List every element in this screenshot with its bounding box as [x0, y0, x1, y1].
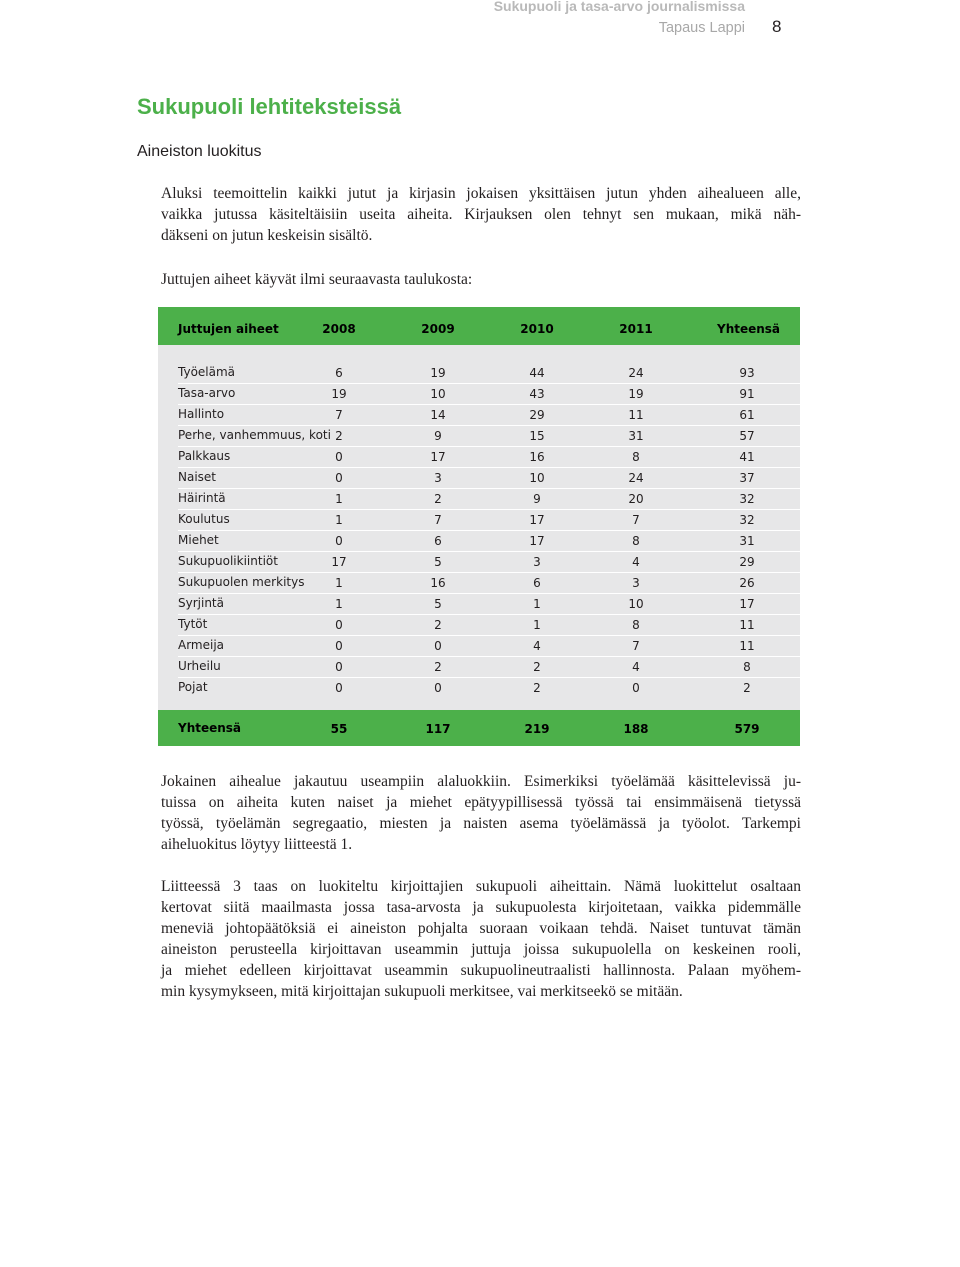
- body-paragraph-1: [161, 771, 801, 855]
- footer-cell: Yhteensä: [178, 721, 242, 735]
- row-value: 3: [632, 576, 640, 590]
- row-value: 7: [335, 408, 343, 422]
- row-separator: [178, 572, 800, 573]
- row-value: 6: [434, 534, 442, 548]
- row-value: 91: [739, 387, 755, 401]
- row-value: 6: [533, 576, 541, 590]
- footer-cell: 219: [524, 722, 550, 736]
- row-value: 0: [335, 534, 343, 548]
- row-value: 2: [335, 429, 343, 443]
- intro-line: Aluksi teemoittelin kaikki jutut ja kirjasin jokaisen yksittäisen jutun yhden aihealueen alle,: [161, 185, 801, 202]
- body-line: aiheluokitus löytyy liitteestä 1.: [161, 836, 353, 853]
- row-value: 29: [739, 555, 755, 569]
- row-value: 32: [739, 492, 755, 506]
- row-value: 4: [533, 639, 541, 653]
- row-value: 11: [739, 639, 755, 653]
- row-label: Pojat: [178, 680, 208, 694]
- row-separator: [178, 656, 800, 657]
- row-value: 2: [434, 492, 442, 506]
- section-subtitle: Aineiston luokitus: [137, 143, 262, 160]
- row-value: 24: [628, 366, 644, 380]
- row-separator: [178, 677, 800, 678]
- row-value: 9: [434, 429, 442, 443]
- row-value: 16: [529, 450, 545, 464]
- row-separator: [178, 614, 800, 615]
- row-value: 8: [743, 660, 751, 674]
- body-line: aineiston perusteella kirjoittavan useammin juttuja joissa sukupuolella on keskeinen rooli,: [161, 941, 801, 958]
- body-line: tuissa on aiheita kuten naiset ja miehet epätyypillisessä työssä tai ensimmäisenä tietyssä: [161, 794, 801, 811]
- intro-paragraph: [161, 183, 801, 246]
- footer-cell: 188: [623, 722, 649, 736]
- row-value: 7: [434, 513, 442, 527]
- row-value: 10: [628, 597, 644, 611]
- row-value: 16: [430, 576, 446, 590]
- row-value: 1: [335, 576, 343, 590]
- row-value: 19: [331, 387, 347, 401]
- row-value: 26: [739, 576, 755, 590]
- row-value: 20: [628, 492, 644, 506]
- row-value: 2: [533, 660, 541, 674]
- row-separator: [178, 551, 800, 552]
- header-cell: Juttujen aiheet: [178, 322, 279, 336]
- row-value: 57: [739, 429, 755, 443]
- row-separator: [178, 530, 800, 531]
- row-separator: [178, 467, 800, 468]
- row-value: 1: [533, 597, 541, 611]
- row-separator: [178, 593, 800, 594]
- row-value: 8: [632, 618, 640, 632]
- row-value: 17: [529, 513, 545, 527]
- row-value: 24: [628, 471, 644, 485]
- row-value: 6: [335, 366, 343, 380]
- running-head: [494, 0, 745, 37]
- running-title: Sukupuoli ja tasa-arvo journalismissa: [493, 0, 745, 14]
- row-label: Hallinto: [178, 407, 225, 421]
- row-value: 2: [434, 618, 442, 632]
- row-value: 1: [335, 492, 343, 506]
- row-separator: [178, 446, 800, 447]
- body-line: Liitteessä 3 taas on luokiteltu kirjoittajien sukupuoli aiheittain. Nämä luokittelut osaltaan: [161, 878, 801, 895]
- footer-cell: 55: [330, 722, 348, 736]
- row-value: 29: [529, 408, 545, 422]
- row-separator: [178, 404, 800, 405]
- intro-line: vaikka jutussa käsiteltäisiin useita aiheita. Kirjauksen olen tehnyt sen mukaan, mikä näh-: [161, 206, 801, 223]
- row-value: 19: [430, 366, 446, 380]
- row-value: 3: [533, 555, 541, 569]
- row-value: 2: [434, 660, 442, 674]
- row-value: 1: [533, 618, 541, 632]
- row-label: Syrjintä: [178, 596, 224, 610]
- row-value: 2: [743, 681, 751, 695]
- row-label: Sukupuolen merkitys: [178, 575, 305, 589]
- row-value: 19: [628, 387, 644, 401]
- page-number: 8: [772, 17, 782, 36]
- row-value: 7: [632, 639, 640, 653]
- body-paragraph-2: [161, 876, 801, 1002]
- body-line: meneviä johtopäätöksiä ei aineiston pohjalta suoraan voikaan tehdä. Naiset tuntuvat tämän: [161, 920, 801, 937]
- footer-cell: 579: [734, 722, 760, 736]
- row-separator: [178, 425, 800, 426]
- row-value: 37: [739, 471, 755, 485]
- row-value: 8: [632, 534, 640, 548]
- intro-line: däkseni on jutun keskeisin sisältö.: [161, 227, 373, 244]
- header-cell: 2009: [421, 322, 455, 336]
- row-value: 14: [430, 408, 446, 422]
- row-value: 41: [739, 450, 755, 464]
- row-value: 0: [335, 618, 343, 632]
- row-separator: [178, 509, 800, 510]
- row-value: 61: [739, 408, 755, 422]
- table-footer-row: [158, 710, 800, 746]
- row-value: 17: [739, 597, 755, 611]
- row-label: Palkkaus: [178, 449, 231, 463]
- row-value: 93: [739, 366, 755, 380]
- row-value: 17: [529, 534, 545, 548]
- header-cell: 2011: [619, 322, 653, 336]
- row-value: 17: [430, 450, 446, 464]
- row-value: 4: [632, 660, 640, 674]
- row-label: Tytöt: [178, 617, 208, 631]
- row-value: 5: [434, 555, 442, 569]
- row-label: Naiset: [178, 470, 217, 484]
- row-label: Häirintä: [178, 491, 226, 505]
- row-value: 0: [434, 639, 442, 653]
- row-value: 11: [739, 618, 755, 632]
- row-value: 1: [335, 597, 343, 611]
- row-value: 32: [739, 513, 755, 527]
- row-value: 10: [529, 471, 545, 485]
- body-line: ja miehet edelleen kirjoittavat useammin sukupuolineutraalisti hallinnosta. Palaan myöhem-: [161, 962, 801, 979]
- header-cell: 2010: [520, 322, 554, 336]
- header-cell: 2008: [322, 322, 356, 336]
- row-label: Sukupuolikiintiöt: [178, 554, 278, 568]
- row-label: Urheilu: [178, 659, 221, 673]
- body-line: min kysymykseen, mitä kirjoittajan sukupuoli merkitsee, vai merkitseekö se mitään.: [161, 983, 683, 1000]
- row-value: 8: [632, 450, 640, 464]
- header-cell: Yhteensä: [717, 322, 781, 336]
- row-value: 31: [628, 429, 644, 443]
- row-value: 11: [628, 408, 644, 422]
- topics-table: [158, 307, 800, 746]
- row-value: 0: [335, 450, 343, 464]
- row-value: 0: [434, 681, 442, 695]
- row-label: Perhe, vanhemmuus, koti: [178, 428, 331, 442]
- row-value: 43: [529, 387, 545, 401]
- row-label: Armeija: [178, 638, 225, 652]
- row-value: 17: [331, 555, 347, 569]
- section-title: Sukupuoli lehtiteksteissä: [137, 94, 402, 119]
- row-label: Työelämä: [178, 365, 236, 379]
- row-label: Koulutus: [178, 512, 230, 526]
- footer-cell: 117: [425, 722, 451, 736]
- body-line: työssä, työelämän segregaatio, miesten ja naisten asema työelämässä ja työolot. Tarkempi: [161, 815, 801, 832]
- row-label: Miehet: [178, 533, 219, 547]
- row-value: 0: [335, 471, 343, 485]
- row-separator: [178, 488, 800, 489]
- row-value: 0: [335, 660, 343, 674]
- row-separator: [178, 635, 800, 636]
- row-value: 0: [335, 681, 343, 695]
- table-intro: [161, 269, 801, 290]
- row-value: 9: [533, 492, 541, 506]
- row-value: 3: [434, 471, 442, 485]
- row-value: 5: [434, 597, 442, 611]
- running-author: Tapaus Lappi: [658, 20, 745, 36]
- body-line: Jokainen aihealue jakautuu useampiin alaluokkiin. Esimerkiksi työelämää käsittelevissä ju-: [161, 773, 801, 790]
- row-value: 10: [430, 387, 446, 401]
- row-value: 0: [632, 681, 640, 695]
- row-value: 31: [739, 534, 755, 548]
- row-value: 15: [529, 429, 545, 443]
- row-value: 1: [335, 513, 343, 527]
- row-value: 7: [632, 513, 640, 527]
- row-value: 44: [529, 366, 545, 380]
- table-intro-line: Juttujen aiheet käyvät ilmi seuraavasta taulukosta:: [161, 271, 473, 288]
- row-value: 0: [335, 639, 343, 653]
- row-value: 2: [533, 681, 541, 695]
- body-line: kertovat siitä maailmasta jossa tasa-arvosta ja sukupuolesta kirjoitetaan, vaikka pidemmälle: [161, 899, 801, 916]
- row-value: 4: [632, 555, 640, 569]
- row-label: Tasa-arvo: [178, 386, 236, 400]
- row-separator: [178, 383, 800, 384]
